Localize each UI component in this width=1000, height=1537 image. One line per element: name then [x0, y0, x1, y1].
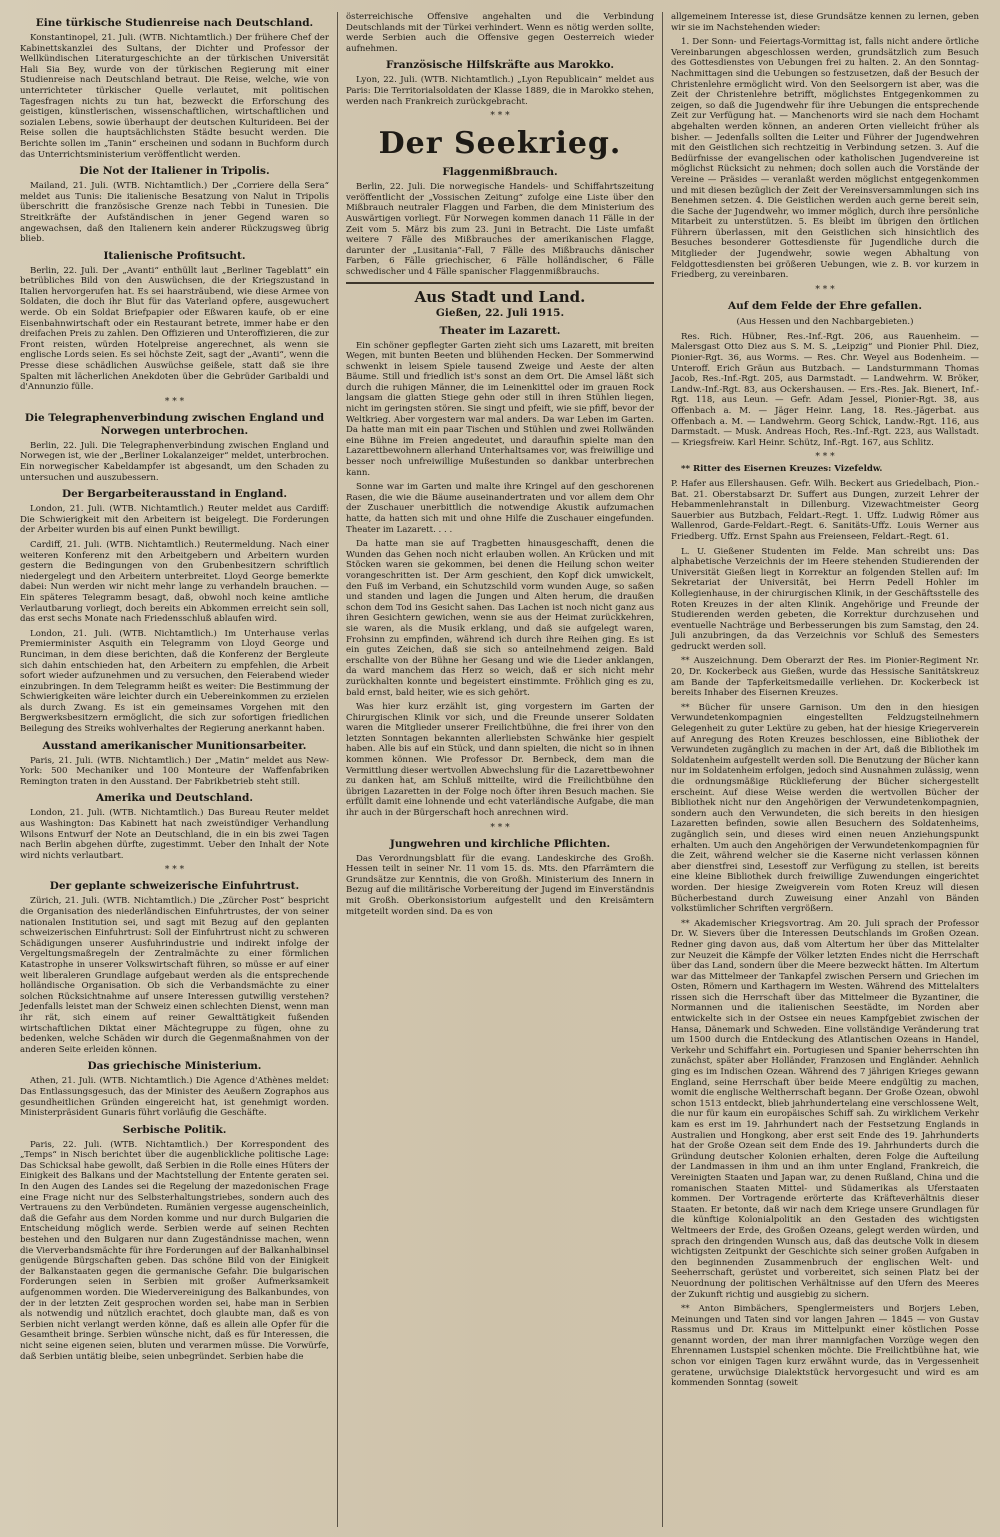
- article-heading: Der geplante schweizerische Einfuhrtrust.: [49, 880, 300, 893]
- article-heading: Jungwehren und kirchliche Pflichten.: [389, 837, 611, 850]
- section-dateline: Gießen, 22. Juli 1915.: [435, 306, 565, 319]
- separator-stars: * * *: [490, 111, 510, 122]
- article-heading: Flaggenmißbrauch.: [442, 166, 558, 179]
- article-heading: Französische Hilfskräfte aus Marokko.: [385, 59, 614, 72]
- article-heading: Der Bergarbeiterausstand in England.: [61, 488, 288, 501]
- article-heading: Auf dem Felde der Ehre gefallen.: [728, 299, 922, 312]
- separator-stars: * * *: [815, 284, 835, 295]
- separator-stars: * * *: [490, 822, 510, 833]
- article-text: Cardiff, 21. Juli. (WTB. Nichtamtlich.) Reutermeldung. Nach einer weiteren Konferenz mit den Arbeitgebern und Arbeitern wurden gestern die Bedingungen von den Grubenbesitzern schriftlich niedergelegt und den Arbeitern unterbreitet. Lloyd George bemerkte dabei: Nun werden wir nicht mehr lange zu verhandeln brauchen. — Ein späteres Telegramm besagt, daß, obwohl noch keine amtliche Verlautbarung vorliegt, doch bereits ein Abkommen erreicht sein soll, das erst sechs Monate nach Friedensschluß ablaufen wird.: [20, 539, 329, 625]
- article-heading: ** Ritter des Eisernen Kreuzes: Vizefeldw.: [681, 464, 883, 475]
- column-1: [12, 12, 337, 1527]
- article-text: Berlin, 22. Juli. Der „Avanti“ enthüllt laut „Berliner Tageblatt“ ein betrübliches Bild von den Auswüchsen, die der Kriegszustand in Italien hervorgerufen hat. Es sei haarsträubend, wie diese Armee von Soldaten, die doch ihr Blut für das Vaterland opfere, ausgewuchert werde. Ob ein Soldat Briefpapier oder Eßwaren kaufe, ob er eine Eisenbahnwirtschaft oder ein Restaurant betrete, immer habe er den dreifachen Preis zu zahlen. Den Offizieren und Unteroffizieren, die zur Front reisten, würden Hotelpreise angerechnet, als wenn sie englische Lords seien. Es sei höchste Zeit, sagt der „Avanti“, wenn die Presse diese schädlichen Auswüchse geißele, statt daß sie ihre Spalten mit lächerlichen Anekdoten über die Gebrüder Garibaldi und d'Annunzio fülle.: [20, 265, 329, 393]
- article-text: Ein schöner gepflegter Garten zieht sich ums Lazarett, mit breiten Wegen, mit bunten Beeten und blühenden Hecken. Der Sommerwind schwenkt in leisem Spiele tausend Zweige und Aeste der alten Bäume. Still und friedlich ist's sonst an dem Ort. Die Amsel läßt sich durch die ruhigen Männer, die im Leinenkittel oder im grauen Rock langsam die glatten Stiege gehn oder still in ihren Stühlen liegen, nicht im geringsten stören. Sie singt und pfeift, wie sie pfiff, bevor der Weltkrieg. Aber vorgestern war mal anders. Da war Leben im Garten. Da hatte man mit ein paar Tischen und Stühlen und zwei Rollwänden eine Bühne im Freien angedeutet, und daraufhin spielte man den Lazarettbewohnern allerhand Unterhaltsames vor, was freiwillige und besser noch unfreiwillige Mußestunden so dankbar unterbrechen kann.: [346, 340, 654, 478]
- article-text: ** Auszeichnung. Dem Oberarzt der Res. im Pionier-Regiment Nr. 20, Dr. Kockerbeck aus Gießen, wurde das Hessische Sanitätskreuz am Bande der Tapferkeitsmedaille verliehen. Dr. Kockerbeck ist bereits Inhaber des Eisernen Kreuzes.: [671, 656, 979, 699]
- article-text: Athen, 21. Juli. (WTB. Nichtamtlich.) Die Agence d'Athènes meldet: Das Entlassungsgesuch, das der Minister des Aeußern Zographos aus gesundheitlichen Gründen eingereicht hat, ist genehmigt worden. Ministerpräsident Gunaris führt vorläufig die Geschäfte.: [20, 1076, 329, 1119]
- article-text: L. U. Gießener Studenten im Felde. Man schreibt uns: Das alphabetische Verzeichnis der im Heere stehenden Studierenden der Universität Gießen liegt in Korrektur an folgenden Stellen auf: Im Sekretariat der Universität, bei Herrn Pedell Hohler im Kollegienhause, in der chirurgischen Klinik, in der Geschäftsstelle des Roten Kreuzes in der alten Klinik. Angehörige und Freunde der Studierenden werden gebeten, die Korrektur durchzusehen und eventuelle Nachträge und Berbesserungen bis zum Samstag, den 24. Juli anzubringen, da das Verzeichnis vor Schluß des Semesters gedruckt werden soll.: [671, 546, 979, 652]
- article-text: Paris, 22. Juli. (WTB. Nichtamtlich.) Der Korrespondent des „Temps“ in Nisch berichtet über die augenblickliche politische Lage: Das Schicksal habe gewollt, daß Serbien in die Rolle eines Hüters der Einigkeit des Balkans und der Machtstellung der Entente geraten sei. In den Augen des Landes sei die Regelung der mazedonischen Frage eine Frage nicht nur des Selbsterhaltungstriebes, sondern auch des Vertrauens zu den Verbündeten. Rumänien vergesse augenscheinlich, daß die Gefahr aus dem Norden komme und nur durch Bulgarien die Entscheidung möglich werde. Serbien werde auf seinen Rechten bestehen und den Bulgaren nur dann Zugeständnisse machen, wenn die Vierverbandsmächte für ihre Forderungen auf der Balkanhalbinsel genügende Bürgschaften geben. Das schöne Bild von der Einigkeit der Balkanstaaten gegen die germanische Gefahr. Die bulgarischen Forderungen seien in Serbien mit großer Aufmerksamkeit aufgenommen worden. Die Wiedervereinigung des Balkanbundes, von der in der letzten Zeit gesprochen worden sei, habe man in Serbien als notwendig und nützlich erachtet, doch glaubte man, daß es von Serbien nicht verlangt werden könne, daß es allein alle Opfer für die Gesamtheit bringe. Serbien wünsche nicht, daß es für Interessen, die nicht seine eigenen seien, bluten und verarmen müsse. Die Vorwürfe, daß Serbien untätig bleibe, seien unbegründet. Serbien habe die: [20, 1139, 329, 1362]
- article-heading: Serbische Politik.: [122, 1123, 227, 1136]
- article-text: ** Akademischer Kriegsvortrag. Am 20. Juli sprach der Professor Dr. W. Sievers über die Interessen Deutschlands im Großen Ozean. Redner ging davon aus, daß vom Altertum her über das Mittelalter zur Neuzeit die Kämpfe der Völker letzten Endes nicht die Herrschaft über das Land, sondern über die Meere bezweckt hätten. Im Altertum war das Mittelmeer der Tankapfel zwischen Persern und Griechen im Osten, Römern und Karthagern im Westen. Während des Mittelalters rissen sich die Herrschaft über das Mittelmeer die Byzantiner, die Normannen und die italienischen Seestädte, im Norden aber entwickelte sich in der Ostsee ein neues Kampfgebiet zwischen der Hansa, Dänemark und Schweden. Eine vollständige Veränderung trat um 1500 durch die Entdeckung des Atlantischen Ozeans in Handel, Verkehr und Schiffahrt ein. Portugiesen und Spanier beherrschten ihn zunächst, später aber Holländer, Franzosen und Engländer. Aehnlich ging es im Indischen Ozean. Während des 7 jährigen Krieges gewann England, seine Herrschaft über beide Meere endgültig zu machen, womit die englische Weltherrschaft begann. Der Große Ozean, obwohl schon 1513 entdeckt, blieb jahrhundertelang eine verschlossene Welt, die nur für kaum ein europäisches Schiff sah. Zu wirklichem Verkehr kam es erst im 19. Jahrhundert nach der Festsetzung Englands in Australien und Hongkong, aber erst seit Ende des 19. Jahrhunderts hat der Große Ozean seit dem Ende des 19. Jahrhunderts durch die Gründung deutscher Kolonien erhalten, deren Folge die Aufteilung der Landmassen in ihm und an ihm unter England, Frankreich, die Vereinigten Staaten und Japan war, zu denen Rußland, China und die romanischen Staaten Mittel- und Südamerikas als Uferstaaten kommen. Der Vortragende erörterte das Kräfteverhältnis dieser Staaten. Er betonte, daß wir nach dem Kriege unsere Grundlagen für die künftige Kolonialpolitik an den Gestaden des wichtigsten Weltmeers der Erde, des Großen Ozeans, gelegt werden würden, und sprach den dringenden Wunsch aus, daß das deutsche Volk in diesem wichtigsten Zeitpunkt der Geschichte sich seiner großen Aufgaben in den beginnenden Zusammenbruch der englischen Welt- und Seeherrschaft, gerüstet und vorbereitet, sich seinen Platz bei der Neuordnung der politischen Verhältnisse auf den Ufern des Meeres der Zukunft richtig und ausgiebig zu sichern.: [671, 918, 979, 1300]
- article-text: Berlin, 22. Juli. Die Telegraphenverbindung zwischen England und Norwegen ist, wie der „Berliner Lokalanzeiger“ meldet, unterbrochen. Ein norwegischer Kabeldampfer ist abgesandt, um den Schaden zu untersuchen und auszubessern.: [20, 440, 329, 483]
- article-heading: Ausstand amerikanischer Munitionsarbeiter.: [42, 739, 307, 752]
- column-3: [662, 12, 987, 1527]
- article-text: österreichische Offensive angehalten und die Verbindung Deutschlands mit der Türkei verhindert. Wenn es nötig werden sollte, werde Serbien auch die Offensive gegen Oesterreich wieder aufnehmen.: [346, 12, 654, 54]
- article-heading: Amerika und Deutschland.: [95, 792, 254, 805]
- article-text: P. Hafer aus Ellershausen. Gefr. Wilh. Beckert aus Griedelbach, Pion.-Bat. 21. Oberstabsarzt Dr. Suffert aus Dungen, zurzeit Lehrer der Hebammenlehranstalt in Dillenburg. Vizewachtmeister Georg Sauerbier aus Butzbach, Feldart.-Regt. 1. Uffz. Ludwig Römer aus Wallenrod, Garde-Feldart.-Regt. 6. Sanitäts-Uffz. Louis Werner aus Friedberg. Uffz. Ernst Spahn aus Freienseen, Feldart.-Regt. 61.: [671, 478, 979, 542]
- article-text: Konstantinopel, 21. Juli. (WTB. Nichtamtlich.) Der frühere Chef der Kabinettskanzlei des Sultans, der Dichter und Professor der Wellkündischen Literaturgeschichte an der türkischen Universität Hali Sia Bey, wurde von der türkischen Regierung mit einer Studienreise nach Deutschland betraut. Die Reise, welche, wie von unterrichteter türkischer Quelle verlautet, mit politischen Tagesfragen nichts zu tun hat, bezweckt die Erforschung des geistigen, künstlerischen, wissenschaftlichen, wirtschaftlichen und sozialen Lebens, sowie überhaupt der deutschen Kulturideen. Bei der Reise sollen die hauptsächlichsten Städte besucht werden. Die Berichte sollen im „Tanin“ erscheinen und sodann in Buchform durch das Unterrichtsministerium veröffentlicht werden.: [20, 33, 329, 160]
- article-text: Lyon, 22. Juli. (WTB. Nichtamtlich.) „Lyon Republicain“ meldet aus Paris: Die Territorialsoldaten der Klasse 1889, die in Marokko stehen, werden nach Frankreich zurückgebracht.: [346, 75, 654, 107]
- article-text: Da hatte man sie auf Tragbetten hinausgeschafft, denen die Wunden das Gehen noch nicht erlauben wollen. An Krücken und mit Stöcken waren sie gekommen, bei denen die Heilung schon weiter vorangeschritten ist. Der Arm geschient, den Kopf dick umwickelt, den Fuß im Verband, ein Schutzschild vorm wunden Auge, so saßen und standen und lagen die Jungen und Alten herum, die draußen schon dem Tod ins Gesicht sahen. Das Lachen ist noch nicht ganz aus ihren Gesichtern gewichen, wenn sie aus der Heimat zurückkehren, sie waren, als die Musik erklang, und daß sie aufgelegt waren, Frohsinn zu empfinden, während ich durch ihre Reihen ging. Es ist ein gutes Zeichen, daß sie sich so anteilnehmend zeigen. Bald erschallte von der Bühne her Gesang und wie die Lieder anklangen, da ward manchem das Herz so weich, daß er sich nicht mehr zurückhalten konnte und begeistert einstimmte. Fröhlich ging es zu, bald ernst, bald heiter, wie es sich gehört.: [346, 539, 654, 698]
- separator-stars: * * *: [815, 452, 835, 463]
- column-2: [337, 12, 662, 1527]
- article-heading: Theater im Lazarett.: [439, 324, 561, 337]
- article-text: Sonne war im Garten und malte ihre Kringel auf den geschorenen Rasen, die wie die Bäume auseinandertraten und vor allem dem Ohr der Zuschauer unerbittlich die notwendige Akustik aufzumachen hatte, da hatten sich mit und ohne Hilfe die Zuschauer eingefunden. Theater im Lazarett. . . .: [346, 482, 654, 535]
- article-heading: Das griechische Ministerium.: [87, 1060, 262, 1073]
- separator-stars: * * *: [164, 865, 185, 876]
- section-heading-seekrieg: Der Seekrieg.: [378, 126, 622, 162]
- article-heading: Die Telegraphenverbindung zwischen England und Norwegen unterbrochen.: [24, 411, 325, 437]
- section-heading-stadt-land: Aus Stadt und Land.: [414, 287, 586, 306]
- article-text: Paris, 21. Juli. (WTB. Nichtamtlich.) Der „Matin“ meldet aus New-York: 500 Mechaniker und 100 Monteure der Waffenfabriken Remington traten in den Ausstand. Der Fabrikbetrieb steht still.: [20, 755, 329, 787]
- article-text: 1. Der Sonn- und Feiertags-Vormittag ist, falls nicht andere örtliche Vereinbarungen abgeschlossen werden, grundsätzlich zum Besuch des Gottesdienstes von Uebungen frei zu halten. 2. An den Sonntag-Nachmittagen sind die Uebungen so festzusetzen, daß der Besuch der Christenlehre ermöglicht wird. Von den Seelsorgern ist aber, was die Zeit der Christenlehre betrifft, möglichstes Entgegenkommen zu zeigen, so daß die Jugendwehr für ihre Uebungen die entsprechende Zeit zur Verfügung hat. — Manchenorts wird sie nach dem Hochamt abgehalten werden können, an anderen Orten vielleicht früher als bisher. — Jedenfalls sollten die Leiter und Führer der Jugendwehren mit den Geistlichen sich rechtzeitig in Verbindung setzen. 3. Auf die Bedürfnisse der evangelischen oder katholischen Jugendvereine ist möglichst Rücksicht zu nehmen; doch sollen auch die Vorstände der Vereine — Präsides — veranlaßt werden möglichst entgegenkommen und mit diesen bezüglich der Zeit der Vereinsversammlungen sich ins Benehmen setzen. 4. Die Geistlichen werden auch gerne bereit sein, die Sache der Jugendwehr, wo immer möglich, durch ihre persönliche Mitarbeit zu unterstützen. 5. Es bleibt im übrigen den örtlichen Führern überlassen, mit den Geistlichen sich hinsichtlich des Besuches besonderer Gottesdienste für Jugendliche durch die Mitglieder der Jugendwehr, sowie wegen Abhaltung von Feldgottesdiensten bei größeren Uebungen, wie z. B. vor kurzem in Friedberg, zu vereinbaren.: [671, 37, 979, 281]
- article-text: Das Verordnungsblatt für die evang. Landeskirche des Großh. Hessen teilt in seiner Nr. 11 vom 15. ds. Mts. den Pfarrämtern die Grundsätze zur Kenntnis, die von Großh. Ministerium des Innern in Bezug auf die militärische Vorbereitung der Jugend im Einverständnis mit Großh. Oberkonsistorium aufgestellt und den Kreisämtern mitgeteilt worden sind. Da es von: [346, 853, 654, 917]
- article-heading: Italienische Profitsucht.: [103, 249, 246, 262]
- separator-stars: * * *: [164, 396, 185, 407]
- section-rule: [346, 282, 654, 284]
- article-heading: Die Not der Italiener in Tripolis.: [79, 165, 270, 178]
- article-text: London, 21. Juli. (WTB. Nichtamtlich.) Reuter meldet aus Cardiff: Die Schwierigkeit mit den Arbeitern ist beigelegt. Die Forderungen der Arbeiter wurden bis auf einen Punkt bewilligt.: [20, 504, 329, 536]
- article-text: Berlin, 22. Juli. Die norwegische Handels- und Schiffahrtszeitung veröffentlicht der „Vossischen Zeitung“ zufolge eine Liste über den Mißbrauch neutraler Flaggen und Farben, die dem Ministerium des Auswärtigen vorliegt. Für Norwegen kommen danach 11 Fälle in der Zeit vom 5. März bis zum 23. Juni in Betracht. Die Liste umfaßt weitere 7 Fälle des Mißbrauches der amerikanischen Flagge, darunter der „Lusitania“-Fall, 7 Fälle des Mißbrauchs dänischer Farben, 6 Fälle griechischer, 6 Fälle holländischer, 6 Fälle schwedischer und 4 Fälle spanischer Flaggenmißbrauchs.: [346, 182, 654, 277]
- article-text: allgemeinem Interesse ist, diese Grundsätze kennen zu lernen, geben wir sie im Nachstehenden wieder:: [671, 12, 979, 33]
- article-heading: Eine türkische Studienreise nach Deutschland.: [35, 17, 314, 29]
- article-text: Zürich, 21. Juli. (WTB. Nichtamtlich.) Die „Zürcher Post“ bespricht die Organisation des niederländischen Einfuhrtrustes, der von seiner nationalen Institution sei, und sagt mit Bezug auf den geplanten schweizerischen Einfuhrtrust: Soll der Einfuhrtrust nicht zu schweren Schädigungen unserer Ausfuhrindustrie und indirekt infolge der Vergeltungsmaßregeln der Zentralmächte zu einer förmlichen Katastrophe in unserer Volkswirtschaft führen, so müsse er auf einer weit liberaleren Grundlage aufgebaut werden als die entsprechende holländische Organisation. Ob sich die Verbandsmächte zu einer solchen Rücksichtnahme auf unsere Interessen gutwillig verstehen? Jedenfalls leistet man der Schweiz einen schlechten Dienst, wenn man ihr rät, sich einem auf reiner Gewalttätigkeit fußenden wirtschaftlichen Diktat einer Mächtegruppe zu fügen, ohne zu bedenken, welche Schäden wir durch die Gegenmaßnahmen von der anderen Seite erleiden können.: [20, 896, 329, 1055]
- article-subheading: (Aus Hessen und den Nachbargebieten.): [736, 316, 914, 327]
- article-text: ** Bücher für unsere Garnison. Um den in den hiesigen Verwundetenkompagnien eingestellten Feldzugsteilnehmern Gelegenheit zu guter Lektüre zu geben, hat der hiesige Kriegerverein auf Anregung des Roten Kreuzes beschlossen, eine Bibliothek der Verwundeten zugänglich zu machen in der Art, daß die Bibliothek im Soldatenheim aufgestellt werden soll. Die Benutzung der Bücher kann nur im Soldatenheim erfolgen, jedoch sind Ausnahmen zulässig, wenn die ordnungsmäßige Rücklieferung der Bücher sichergestellt erscheint. Auf diese Weise werden die wertvollen Bücher der Bibliothek nicht nur den Angehörigen der Verwundetenkompagnien, sondern auch den Verwundeten, die sich bereits in den hiesigen Lazaretten befinden, sowie allen Besuchern des Soldatenheims, zugänglich sein, und dieses wird einen neuen Anziehungspunkt erhalten. Um auch den Angehörigen der Verwundetenkompagnien für die Zeit, während welcher sie die Kaserne nicht verlassen können aber dienstfrei sind, Lesestoff zur Verfügung zu stellen, ist bereits eine kleine Bibliothek durch freiwillige Zuwendungen eingerichtet worden. Der hiesige Zweigverein vom Roten Kreuz will diesen Bücherbestand durch Zuweisung einer Anzahl von Bänden volkstümlicher Schriften vergrößern.: [671, 702, 979, 915]
- article-text: Mailand, 21. Juli. (WTB. Nichtamtlich.) Der „Corriere della Sera“ meldet aus Tunis: Die italienische Besatzung von Nalut in Tripolis überschritt die französische Grenze nach Tebbi in Tunesien. Die Streitkräfte der Aufständischen in jener Gegend waren so angewachsen, daß den Italienern kein anderer Rückzugsweg übrig blieb.: [20, 181, 329, 245]
- article-text: London, 21. Juli. (WTB. Nichtamtlich.) Im Unterhause verlas Premierminister Asquith ein Telegramm von Lloyd George und Runciman, in dem diese berichten, daß die Konferenz der Bergleute sich dahin entschieden hat, den Arbeitern zu empfehlen, die Arbeit sofort wieder aufzunehmen und zu versuchen, den Feierabend wieder einzubringen. In dem Telegramm heißt es weiter: Die Bestimmung der Schwierigkeiten wäre leichter durch ein Uebereinkommen zu erzielen als durch Zwang. Es ist ein gemeinsames Vorgehen mit den Bergwerksbesitzern ermöglicht, die sich zur sofortigen friedlichen Beilegung des Streiks wohlverhaltes der Regierung anerkannt haben.: [20, 628, 329, 735]
- article-text: London, 21. Juli. (WTB. Nichtamtlich.) Das Bureau Reuter meldet aus Washington: Das Kabinett hat nach zweistündiger Verhandlung Wilsons Entwurf der Note an Deutschland, die in ein bis zwei Tagen nach Berlin abgehen dürfte, zugestimmt. Ueber den Inhalt der Note wird nichts verlautbart.: [20, 808, 329, 861]
- article-text: Res. Rich. Hübner, Res.-Inf.-Rgt. 206, aus Rauenheim. — Malersgast Otto Diez aus S. M. S. „Leipzig“ und Pionier Phil. Diez, Pionier-Rgt. 36, aus Worms. — Res. Chr. Weyel aus Bodenheim. — Unteroff. Erich Gräun aus Butzbach. — Landsturmmann Thomas Jacob, Res.-Inf.-Rgt. 205, aus Darmstadt. — Landwehrm. W. Bröker, Landw.-Inf.-Rgt. 83, aus Ockershausen. — Ers.-Res. Jak. Bienert, Inf.-Rgt. 118, aus Leun. — Gefr. Adam Jessel, Pionier-Rgt. 38, aus Offenbach a. M. — Jäger Heinr. Lang, 18. Res.-Jägerbat. aus Offenbach a. M. — Landwehrm. Georg Schick, Landw.-Rgt. 116, aus Darmstadt. — Musk. Andreas Hoch, Res.-Inf.-Rgt. 223, aus Wallstadt. — Kriegsfreiw. Karl Heinr. Schütz, Inf.-Rgt. 167, aus Schlitz.: [671, 331, 979, 448]
- article-text: Was hier kurz erzählt ist, ging vorgestern im Garten der Chirurgischen Klinik vor sich, und die Freunde unserer Soldaten waren die Mitglieder unserer Freilichtbühne, die frei ihrer von den letzten Sonntagen bekannten allerliebsten Schwänke hier gespielt haben. Alle bis auf ein Stück, und dann spielten, die nicht so in ihnen kommen können. Wie Professor Dr. Bernbeck, dem man die Vermittlung dieser wertvollen Abwechslung für die Lazarettbewohner zu danken hat, am Schluß mitteilte, wird die Freilichtbühne den übrigen Lazaretten in der Folge noch öfter ihren Besuch machen. Sie erfüllt damit eine lohnende und echt vaterländische Aufgabe, die man ihr auch in der Bürgerschaft hoch anrechnen wird.: [346, 702, 654, 819]
- article-text: ** Anton Bimbächers, Spenglermeisters und Borjers Leben, Meinungen und Taten sind vor langen Jahren — 1845 — von Gustav Rassmus und Dr. Kraus im Mittelpunkt einer köstlichen Posse genannt worden, der man ihrer mannigfachen Vorzüge wegen den Ehrennamen Lustspiel schenken möchte. Die Freilichtbühne hat, wie schon vor einigen Tagen kurz erwähnt wurde, das in Vergessenheit geratene, urwüchsige Dialektstück hervorgesucht und wird es am kommenden Sonntag (soweit: [671, 1304, 979, 1389]
